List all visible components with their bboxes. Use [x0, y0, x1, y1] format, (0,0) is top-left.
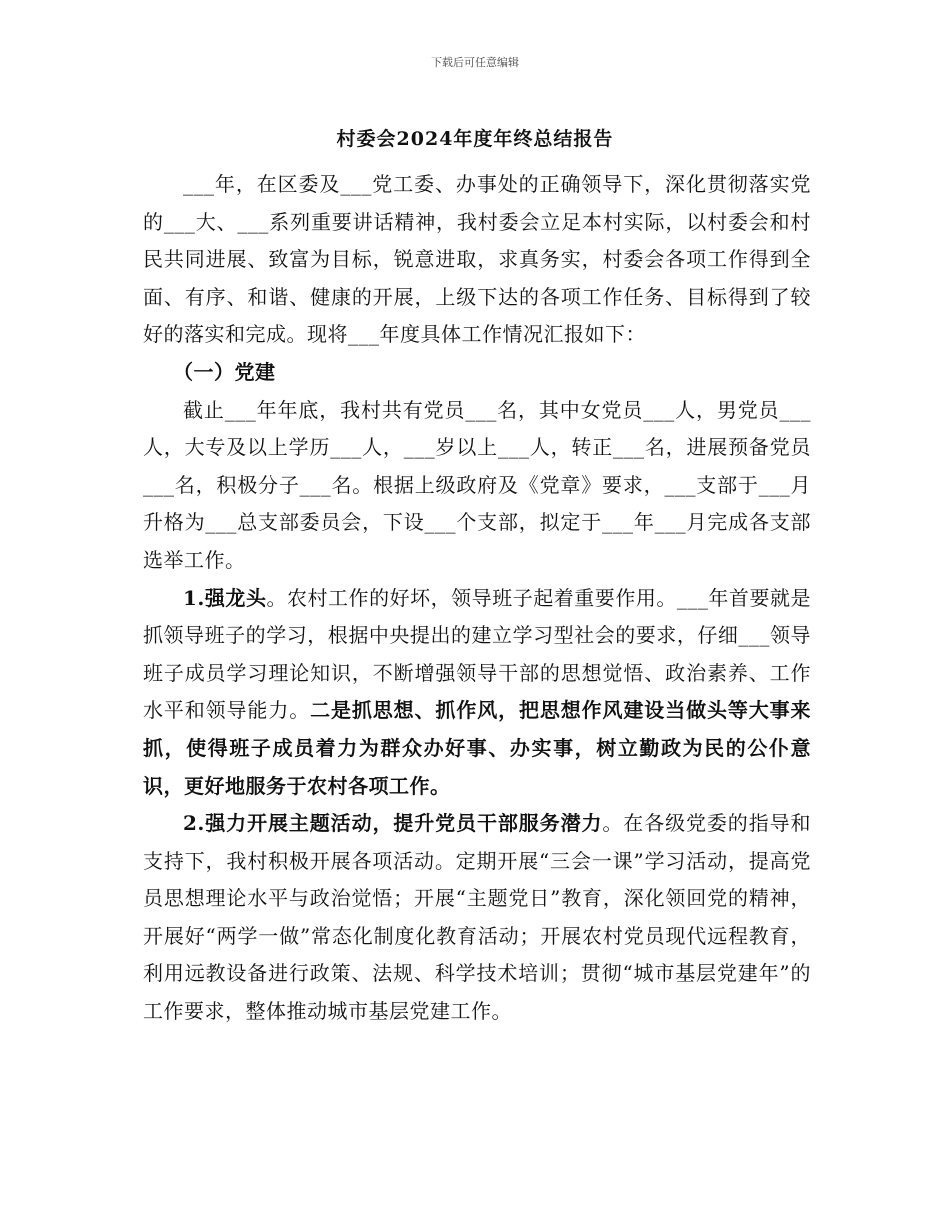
document-body	[143, 166, 811, 1031]
section-heading-party-building: （一）党建	[173, 359, 276, 384]
item-2-text: 。在各级党委的指导和支持下，我村积极开展各项活动。定期开展“三会一课”学习活动，提高党员思想理论水平与政治觉悟；开展“主题党日”教育，深化领回党的精神，开展好“两学一做”常态化制度化教育活动；开展农村党员现代远程教育，利用远教设备进行政策、法规、科学技术培训；贯彻“城市基层党建年”的工作要求，整体推动城市基层党建工作。	[143, 811, 811, 1024]
item-1-text: 。农村工作的好坏，领导班子起着重要作用。___年首要就是抓领导班子的学习，根据中央提出的建立学习型社会的要求，仔细___领导班子成员学习理论知识，不断增强领导干部的思想觉悟、政治素养、工作水平和领导能力。	[143, 585, 811, 723]
party-stats-paragraph: 截止___年年底，我村共有党员___名，其中女党员___人，男党员___人，大专及以上学历___人，___岁以上___人，转正___名，进展预备党员___名，积极分子___名。根据上级政府及《党章》要求，___支部于___月升格为___总支部委员会，下设___个支部，拟定于___年___月完成各支部选举工作。	[143, 397, 811, 572]
item-1-bold-text: 二是抓思想、抓作风，把思想作风建设当做头等大事来抓，使得班子成员着力为群众办好事、办实事，树立勤政为民的公仆意识，更好地服务于农村各项工作。	[143, 698, 812, 798]
item-1-paragraph	[143, 580, 811, 806]
item-2-title: 2.强力开展主题活动，提升党员干部服务潜力	[183, 811, 603, 836]
header-note: 下载后可任意编辑	[431, 56, 519, 69]
item-1-title: 1.强龙头	[183, 585, 267, 610]
item-2-paragraph	[143, 805, 811, 1031]
intro-paragraph: ___年，在区委及___党工委、办事处的正确领导下，深化贯彻落实党的___大、___系列重要讲话精神，我村委会立足本村实际，以村委会和村民共同进展、致富为目标，锐意进取，求真务实，村委会各项工作得到全面、有序、和谐、健康的开展，上级下达的各项工作任务、目标得到了较好的落实和完成。现将___年度具体工作情况汇报如下：	[143, 172, 811, 347]
document-title: 村委会2024年度年终总结报告	[336, 128, 614, 150]
